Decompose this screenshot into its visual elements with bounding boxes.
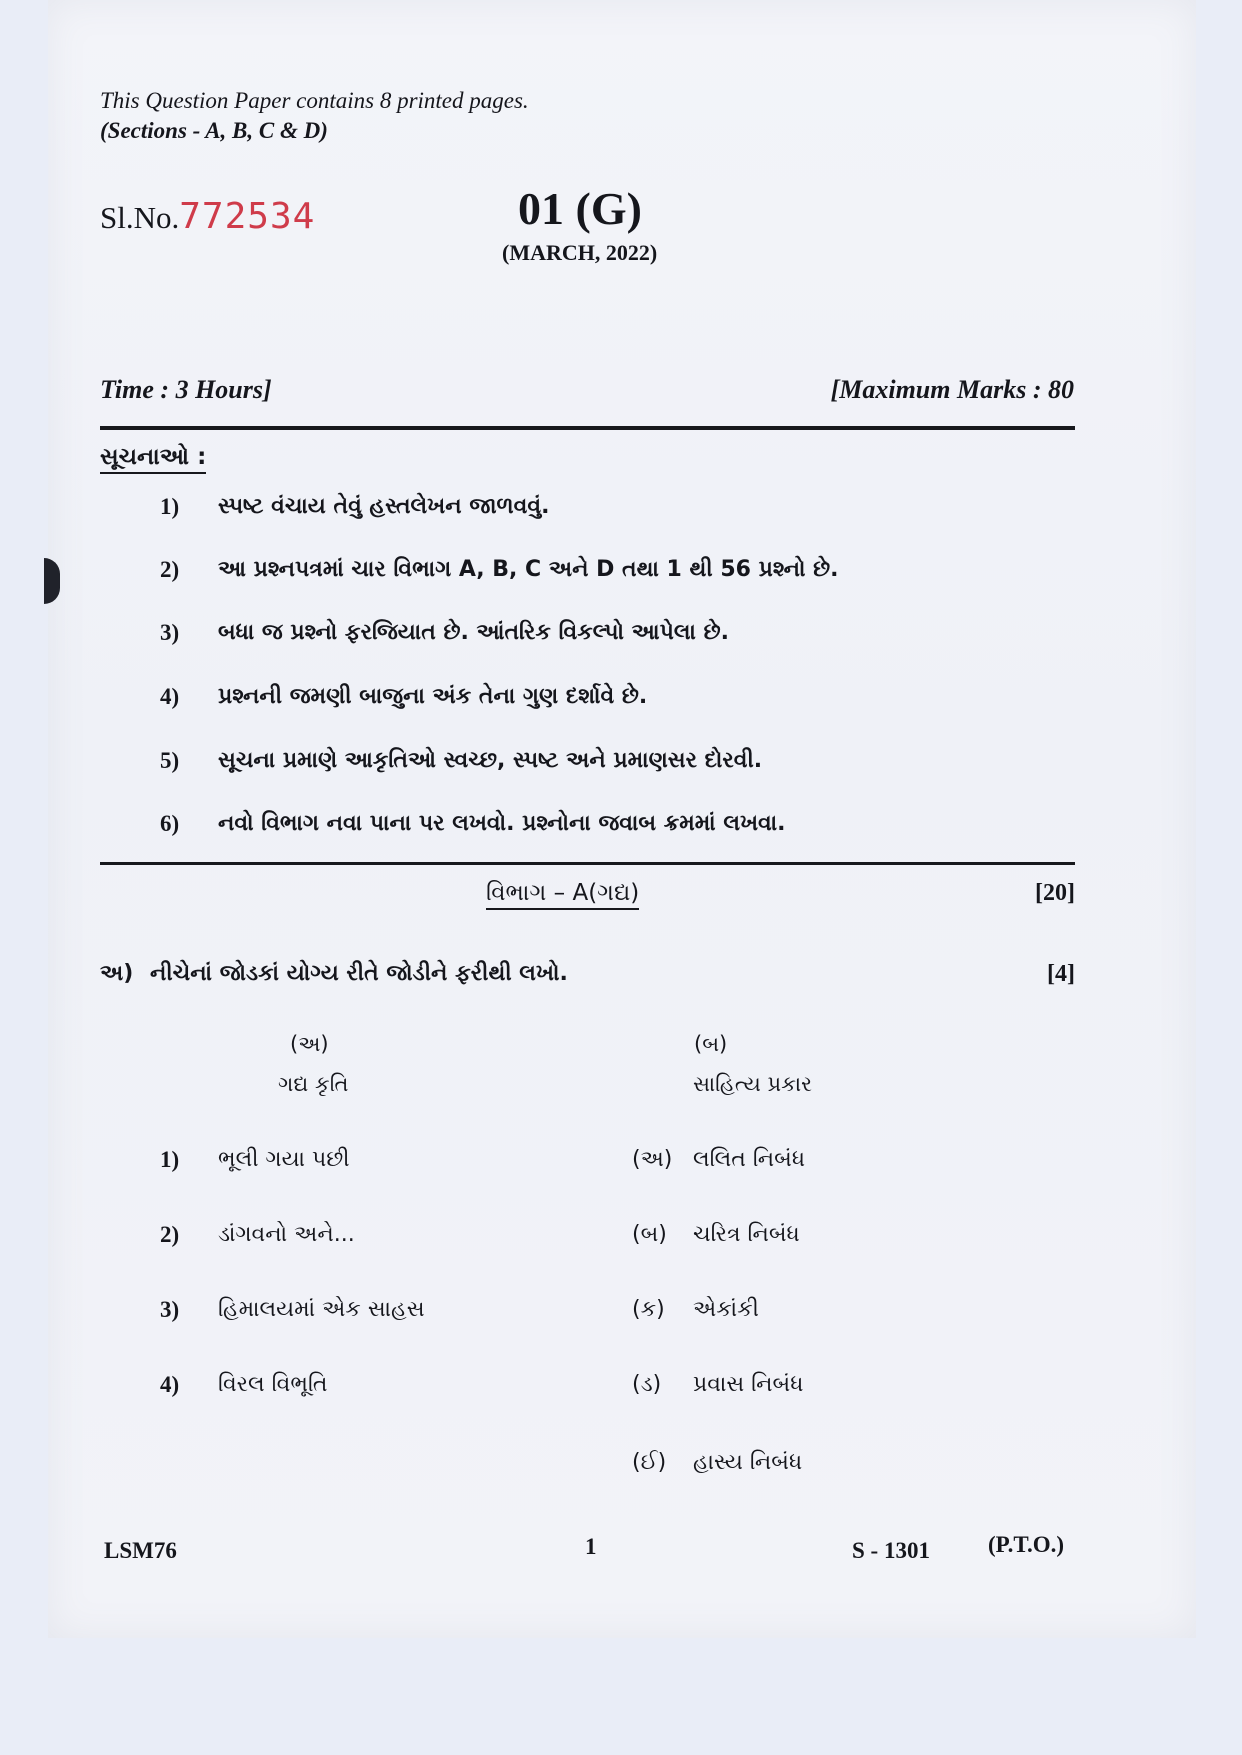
row-number: 3)	[160, 1297, 180, 1322]
row-number: 4)	[160, 1372, 180, 1397]
pages-note: This Question Paper contains 8 printed pages.	[100, 88, 529, 113]
serial-label: Sl.No.	[100, 200, 180, 235]
instruction-text: બધા જ પ્રશ્નો ફરજિયાત છે. આંતરિક વિકલ્પો આપેલા છે.	[218, 620, 729, 645]
instruction-text: સ્પષ્ટ વંચાય તેવું હસ્તલેખન જાળવવું.	[218, 494, 550, 519]
question-marks: [4]	[1047, 961, 1075, 987]
work-title: ડાંગવનો અને...	[218, 1222, 355, 1247]
instruction-number: 6)	[160, 811, 180, 836]
question-text: નીચેનાં જોડકાં યોગ્ય રીતે જોડીને ફરીથી લખો.	[150, 961, 568, 986]
work-title: ભૂલી ગયા પછી	[218, 1147, 350, 1172]
sections-note: (Sections - A, B, C & D)	[100, 118, 328, 143]
option-label: (ઈ)	[632, 1450, 667, 1475]
column-a-label: (અ)	[290, 1032, 329, 1056]
genre-text: પ્રવાસ નિબંધ	[693, 1372, 804, 1397]
paper-code: 01 (G)	[518, 183, 642, 234]
instructions-heading: સૂચનાઓ :	[100, 444, 206, 474]
exam-date: (MARCH, 2022)	[502, 240, 658, 265]
page-number: 1	[585, 1534, 597, 1559]
series-code: S - 1301	[852, 1538, 930, 1563]
row-number: 1)	[160, 1147, 180, 1172]
option-label: (અ)	[632, 1147, 673, 1172]
instruction-text: સૂચના પ્રમાણે આકૃતિઓ સ્વચ્છ, સ્પષ્ટ અને પ્રમાણસર દોરવી.	[218, 748, 763, 773]
section-a-title: વિભાગ – A(ગદ્ય)	[486, 880, 639, 910]
instruction-number: 5)	[160, 748, 180, 773]
work-title: હિમાલયમાં એક સાહસ	[218, 1297, 425, 1322]
column-b-label: (બ)	[694, 1032, 728, 1056]
option-label: (બ)	[632, 1222, 667, 1247]
instruction-number: 1)	[160, 494, 180, 519]
column-b-title: સાહિત્ય પ્રકાર	[693, 1072, 812, 1096]
question-label: અ)	[100, 961, 134, 986]
genre-text: લલિત નિબંધ	[693, 1147, 806, 1172]
section-a-marks: [20]	[1035, 880, 1075, 906]
option-label: (ક)	[632, 1297, 665, 1322]
serial-number: 772534	[179, 196, 316, 237]
genre-text: હાસ્ય નિબંધ	[693, 1450, 803, 1475]
column-a-title: ગદ્ય કૃતિ	[278, 1072, 349, 1096]
instruction-number: 4)	[160, 684, 180, 709]
option-label: (ડ)	[632, 1372, 662, 1397]
instruction-number: 2)	[160, 557, 180, 582]
max-marks-label: [Maximum Marks : 80	[830, 375, 1074, 404]
genre-text: ચરિત્ર નિબંધ	[693, 1222, 800, 1247]
instruction-text: આ પ્રશ્નપત્રમાં ચાર વિભાગ A, B, C અને D તથા 1 થી 56 પ્રશ્નો છે.	[218, 557, 839, 582]
instruction-text: નવો વિભાગ નવા પાના પર લખવો. પ્રશ્નોના જવાબ ક્રમમાં લખવા.	[218, 811, 786, 836]
time-label: Time : 3 Hours]	[100, 375, 272, 404]
instruction-number: 3)	[160, 620, 180, 645]
footer-code: LSM76	[104, 1538, 177, 1563]
row-number: 2)	[160, 1222, 180, 1247]
serial-number-block	[100, 196, 315, 237]
instructions-rule	[100, 862, 1075, 865]
header-rule	[100, 426, 1075, 430]
work-title: વિરલ વિભૂતિ	[218, 1372, 328, 1397]
genre-text: એકાંકી	[693, 1297, 759, 1322]
instruction-text: પ્રશ્નની જમણી બાજુના અંક તેના ગુણ દર્શાવે છે.	[218, 684, 648, 709]
pto-label: (P.T.O.)	[988, 1532, 1065, 1557]
